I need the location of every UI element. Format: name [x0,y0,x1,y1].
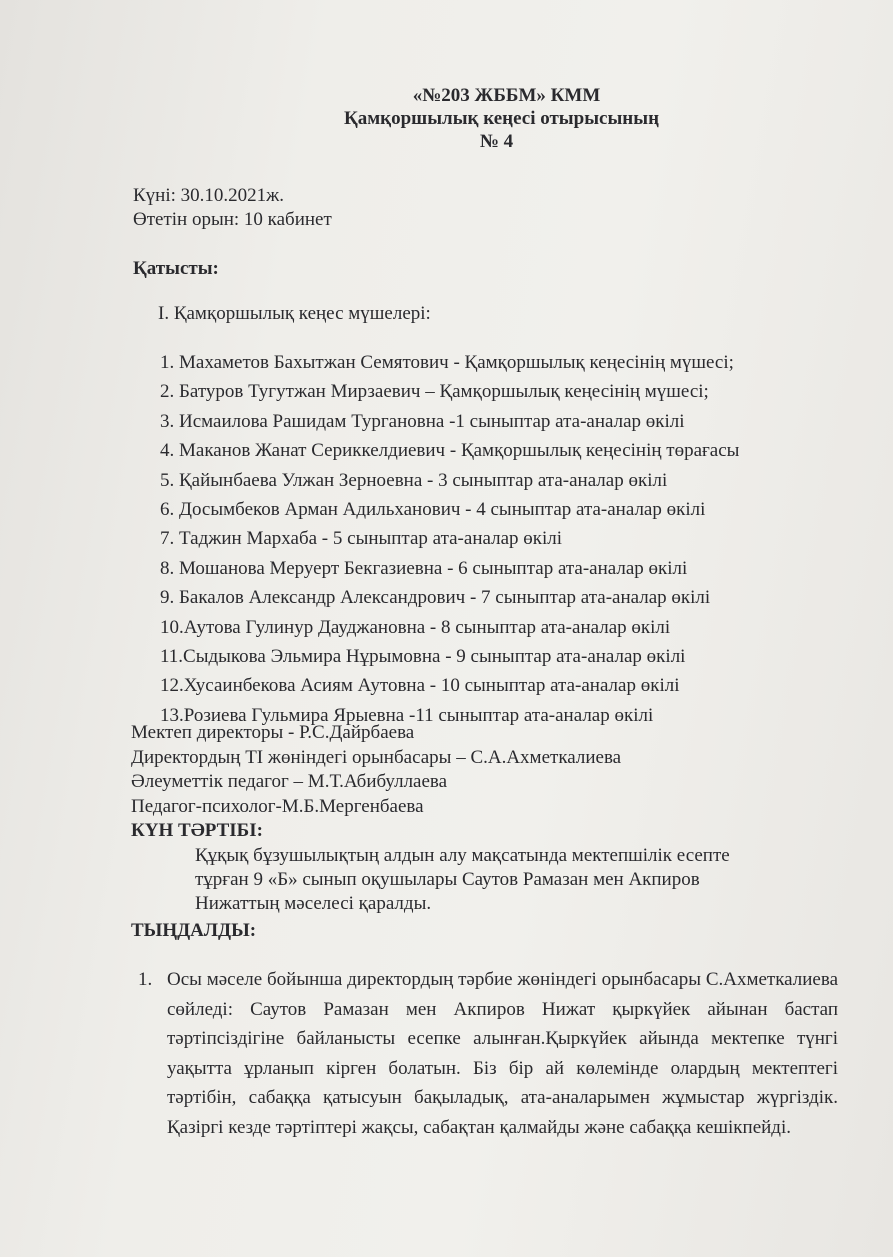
list-item: 13.Розиева Гульмира Ярыевна -11 сыныптар ата-аналар өкілі [160,704,654,726]
list-item: 12.Хусаинбекова Асиям Аутовна - 10 сыныптар ата-аналар өкілі [160,675,680,697]
agenda-text [195,844,835,916]
agenda-title: КҮН ТӘРТІБІ: [131,820,263,841]
members-subheading: I. Қамқоршылық кеңес мүшелері: [158,303,431,324]
staff-social-pedagogue: Әлеуметтік педагог – М.Т.Абибуллаева [131,771,448,792]
list-item: 9. Бакалов Александр Александрович - 7 сыныптар ата-аналар өкілі [160,587,711,609]
document-header [0,84,893,153]
meeting-meta [133,184,332,232]
staff-director: Мектеп директоры - Р.С.Дайрбаева [131,722,415,743]
list-item: 2. Батуров Тугутжан Мирзаевич – Қамқоршылық кеңесінің мүшесі; [160,381,709,403]
listened-item-number: 1. [138,969,153,990]
list-item: 11.Сыдыкова Эльмира Нұрымовна - 9 сыныптар ата-аналар өкілі [160,645,686,667]
members-list [160,348,739,730]
list-item: 4. Маканов Жанат Сериккелдиевич - Қамқоршылық кеңесінің төрағасы [160,440,740,462]
list-item: 6. Досымбеков Арман Адильханович - 4 сыныптар ата-аналар өкілі [160,498,706,520]
staff-deputy: Директордың ТІ жөніндегі орынбасары – С.А.Ахметкалиева [131,746,622,768]
agenda-line: Құқық бұзушылықтың алдын алу мақсатында мектепшілік есепте [195,845,730,866]
agenda-line: Нижаттың мәселесі қаралды. [195,893,432,914]
list-item: 10.Аутова Гулинур Дауджановна - 8 сыныптар ата-аналар өкілі [160,616,671,638]
council-title: Қамқоршылық кеңесі отырысының [343,108,660,129]
staff-list [131,721,621,819]
listened-item [138,965,838,1143]
attended-title: Қатысты: [133,258,219,279]
staff-psychologist: Педагог-психолог-М.Б.Мергенбаева [131,795,424,817]
meeting-place: Өтетін орын: 10 кабинет [133,209,332,230]
listened-item-text: Осы мәселе бойынша директордың тәрбие жөніндегі орынбасары С.Ахметкалиева сөйледі: Саутов Рамазан мен Акпиров Нижат қыркүйек айынан бастап тәртіпсіздігіне байланысты есепке алынған.Қыркүйек айында мектепке түнгі уақытта ұрланып кірген болатын. Біз бір ай көлемінде олардың мектептегі тәртібін, сабаққа қатысуын бақыладық, ата-аналарымен жұмыстар жүргіздік. Қазіргі кезде тәртіптері жақсы, сабақтан қалмайды және сабаққа кешікпейді. [167,969,838,1138]
list-item: 5. Қайынбаева Улжан Зерноевна - 3 сыныптар ата-аналар өкілі [160,469,668,491]
list-item: 1. Махаметов Бахытжан Семятович - Қамқоршылық кеңесінің мүшесі; [160,352,734,373]
meeting-date: Күні: 30.10.2021ж. [133,185,285,206]
org-title: «№203 ЖББМ» КММ [412,85,601,106]
list-item: 7. Таджин Мархаба - 5 сыныптар ата-аналар өкілі [160,528,563,550]
meeting-number: № 4 [479,131,514,152]
list-item: 3. Исмаилова Рашидам Тургановна -1 сыныптар ата-аналар өкілі [160,410,685,432]
list-item: 8. Мошанова Меруерт Бекгазиевна - 6 сыныптар ата-аналар өкілі [160,557,688,579]
agenda-line: тұрған 9 «Б» сынып оқушылары Саутов Рамазан мен Акпиров [195,869,700,890]
listened-title: ТЫҢДАЛДЫ: [131,920,257,941]
